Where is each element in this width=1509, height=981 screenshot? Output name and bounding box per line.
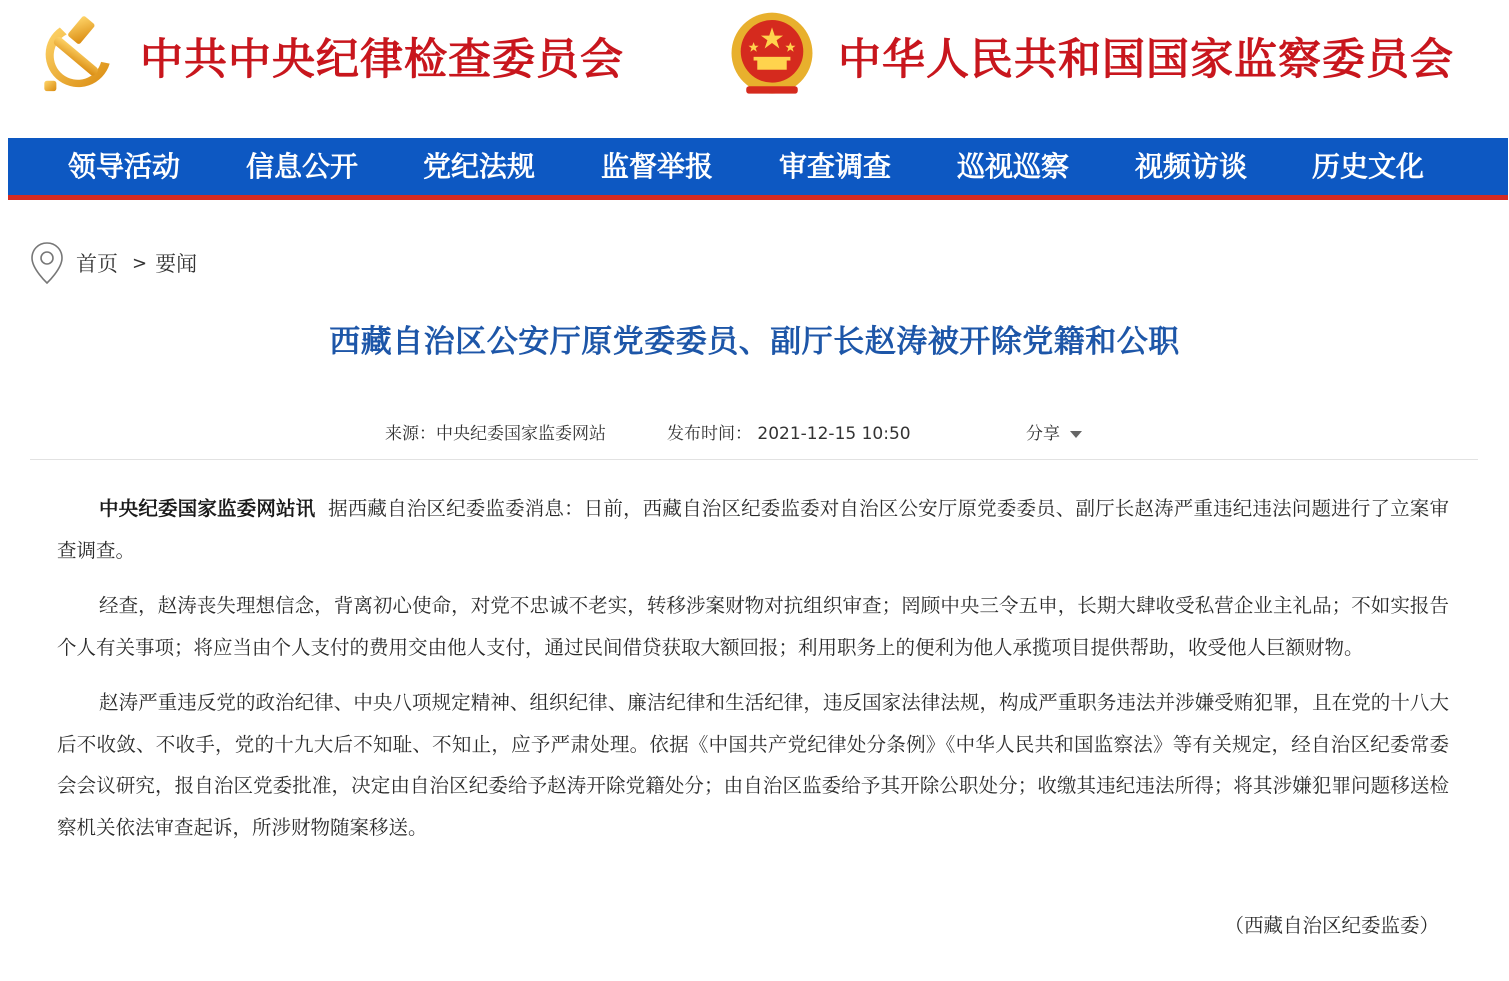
nav-item-inspection[interactable]: 巡视巡察 <box>957 150 1070 183</box>
nav-item-video[interactable]: 视频访谈 <box>1135 150 1248 183</box>
main-nav <box>8 138 1508 200</box>
nav-item-regulations[interactable]: 党纪法规 <box>423 150 536 183</box>
cpc-commission-title[interactable]: 中共中央纪律检查委员会 <box>140 35 624 85</box>
article-lead: 中央纪委国家监委网站讯 <box>99 497 316 520</box>
breadcrumb <box>30 240 197 286</box>
nav-item-investigation[interactable]: 审查调查 <box>779 150 892 183</box>
nav-item-reporting[interactable]: 监督举报 <box>601 150 714 183</box>
national-emblem-icon <box>726 8 818 102</box>
location-pin-icon <box>30 241 64 285</box>
article-attribution: （西藏自治区纪委监委） <box>1224 914 1439 937</box>
share-label: 分享 <box>1026 424 1060 444</box>
article-paragraph-3: 赵涛严重违反党的政治纪律、中央八项规定精神、组织纪律、廉洁纪律和生活纪律，违反国家法律法规，构成严重职务违法并涉嫌受贿犯罪，且在党的十八大后不收敛、不收手，党的十九大后不知耻、不知止，应予严肃处理。依据《中国共产党纪律处分条例》《中华人民共和国监察法》等有关规定，经自治区纪委常委会会议研究，报自治区党委批准，决定由自治区纪委给予赵涛开除党籍处分；由自治区监委给予其开除公职处分；收缴其违纪违法所得；将其涉嫌犯罪问题移送检察机关依法审查起诉，所涉财物随案移送。 <box>57 691 1449 839</box>
article-title: 西藏自治区公安厅原党委委员、副厅长赵涛被开除党籍和公职 <box>329 324 1180 360</box>
party-emblem-icon <box>34 12 120 98</box>
breadcrumb-separator: > <box>132 252 148 274</box>
chevron-down-icon <box>1070 431 1082 438</box>
breadcrumb-current[interactable]: 要闻 <box>155 252 198 276</box>
article-source: 来源：中央纪委国家监委网站 <box>385 424 606 444</box>
breadcrumb-home-link[interactable]: 首页 <box>76 252 118 276</box>
article-paragraph-2: 经查，赵涛丧失理想信念，背离初心使命，对党不忠诚不老实，转移涉案财物对抗组织审查；罔顾中央三令五申，长期大肆收受私营企业主礼品；不如实报告个人有关事项；将应当由个人支付的费用交由他人支付，通过民间借贷获取大额回报；利用职务上的便利为他人承揽项目提供帮助，收受他人巨额财物。 <box>57 594 1449 659</box>
nav-item-leadership[interactable]: 领导活动 <box>68 150 181 183</box>
nav-item-information[interactable]: 信息公开 <box>246 150 359 183</box>
article-paragraph <box>57 488 1449 571</box>
article-body <box>57 488 1449 862</box>
share-button[interactable] <box>1026 420 1082 448</box>
nav-item-history[interactable]: 历史文化 <box>1312 150 1425 183</box>
article-publish-time: 发布时间： 2021-12-15 10:50 <box>667 424 911 444</box>
site-header <box>0 0 1509 138</box>
national-supervisory-commission-title[interactable]: 中华人民共和国国家监察委员会 <box>838 35 1454 85</box>
article-paragraph-1-text: 据西藏自治区纪委监委消息：日前，西藏自治区纪委监委对自治区公安厅原党委委员、副厅长赵涛严重违纪违法问题进行了立案审查调查。 <box>57 497 1449 562</box>
meta-divider <box>30 459 1478 460</box>
